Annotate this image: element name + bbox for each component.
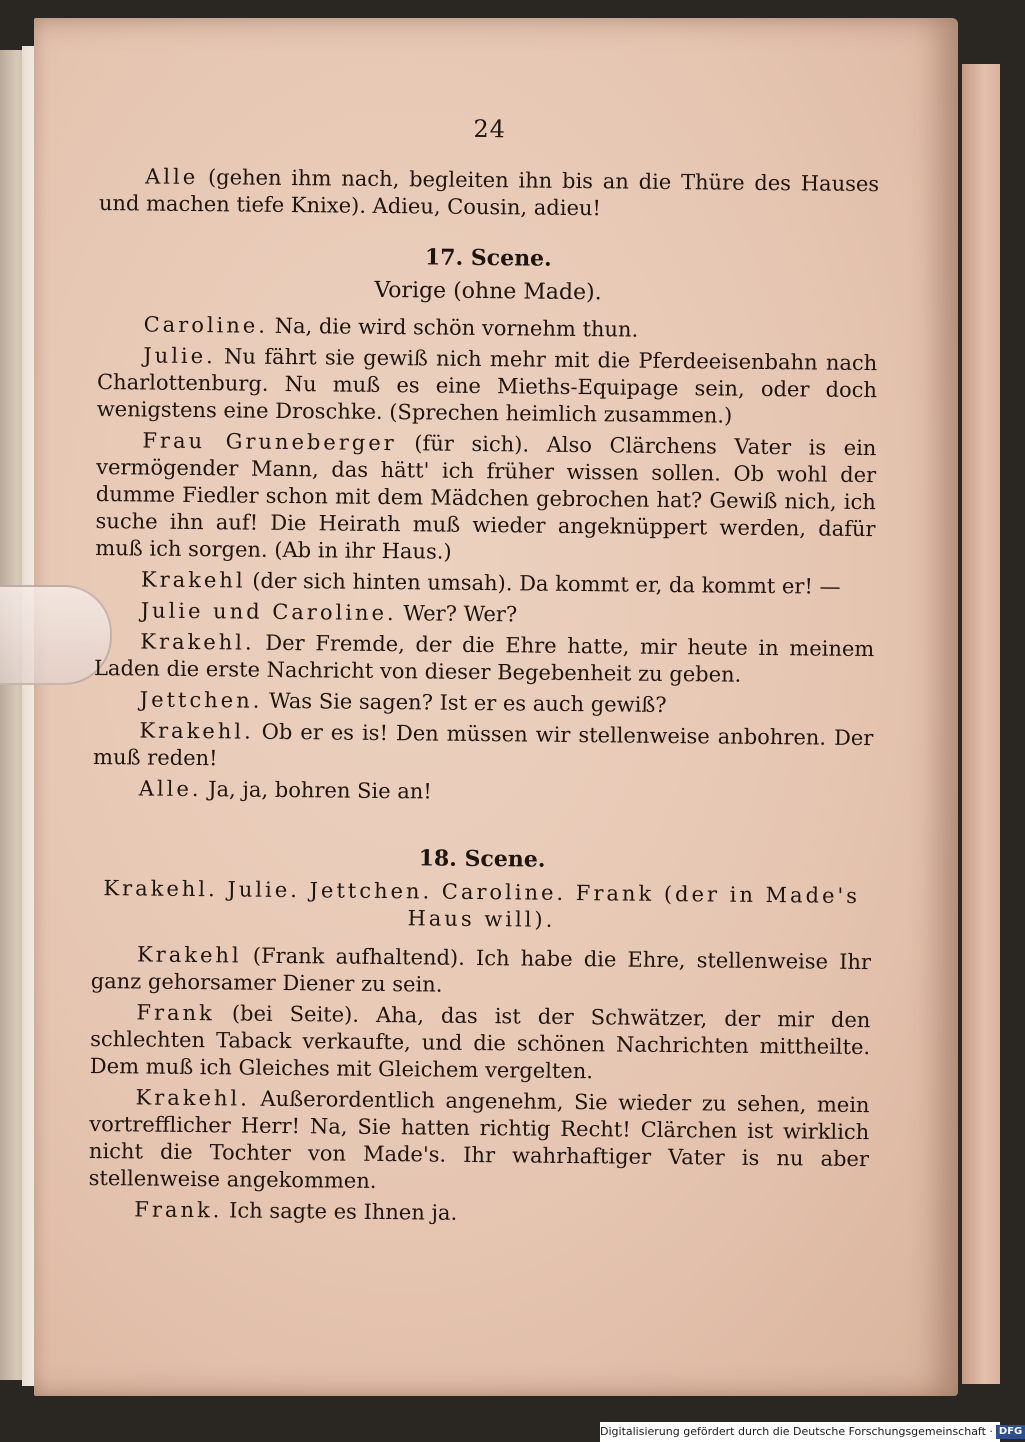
dialogue-text: (gehen ihm nach, begleiten ihn bis an die Thüre des Hauses und machen tiefe Knixe). Adieu, Cousin, adieu! xyxy=(98,165,880,221)
speaker-name: Krakehl. xyxy=(135,1085,251,1111)
speaker-name: Frank. xyxy=(134,1197,223,1223)
speaker-name: Krakehl xyxy=(140,567,246,593)
page-text xyxy=(88,100,880,1235)
dialogue-line xyxy=(93,717,874,779)
dialogue-line xyxy=(93,775,873,810)
digitization-credit xyxy=(600,1422,1023,1442)
dialogue-text: (bei Seite). Aha, das ist der Schwätzer, der mir den schlechten Taback verkaufte, und die schönen Nachrichten mittheilte. Dem muß ich Gleiches mit Gleichem vergelten. xyxy=(89,1001,871,1084)
speaker-name: Caroline. xyxy=(143,312,269,338)
speaker-name: Alle xyxy=(145,164,199,190)
scene-heading: 18. Scene. xyxy=(418,845,546,873)
dialogue-text: Nu fährt sie gewiß nich mehr mit die Pferdeeisenbahn nach Charlottenburg. Nu muß es eine Mieths-Equipage sein, oder doch wenigstens eine Droschke. (Sprechen heimlich zusammen.) xyxy=(96,344,878,428)
dialogue-line xyxy=(95,566,875,601)
speaker-name: Krakehl. xyxy=(140,629,255,655)
dialogue-text: Na, die wird schön vornehm thun. xyxy=(267,313,639,342)
speaker-name: Frank xyxy=(136,1000,215,1026)
speaker-name: Julie und Caroline. xyxy=(140,598,397,626)
speaker-name: Alle. xyxy=(138,776,202,802)
scene-heading: 17. Scene. xyxy=(424,244,552,272)
dialogue-line xyxy=(94,686,874,721)
dialogue-text: Wer? Wer? xyxy=(396,601,518,627)
dialogue-text: (Frank aufhaltend). Ich habe die Ehre, stellenweise Ihr ganz gehorsamer Diener zu sein. xyxy=(90,943,872,997)
dialogue-text: Ich sagte es Ihnen ja. xyxy=(222,1198,458,1225)
dialogue-text: Außerordentlich angenehm, Sie wieder zu sehen, mein vortrefflicher Herr! Na, Sie hatten richtig Recht! Clärchen ist wirklich nicht die Tochter von Made's. Ihr wahrhaftiger Vater is nu aber stellenweise angekommen. xyxy=(88,1086,870,1193)
dialogue-line xyxy=(90,999,871,1088)
dialogue-line xyxy=(94,628,875,690)
speaker-name: Julie. xyxy=(143,343,216,369)
dialogue-text: Der Fremde, der die Ehre hatte, mir heute in meinem Laden die erste Nachricht von dieser Begebenheit zu geben. xyxy=(93,630,875,687)
dialogue-line xyxy=(91,941,872,1003)
dialogue-text: Ja, ja, bohren Sie an! xyxy=(201,777,432,804)
speaker-name: Jettchen. xyxy=(139,687,263,713)
dialogue-line xyxy=(99,163,880,225)
dialogue-line xyxy=(95,597,875,632)
speaker-name: Frau Gruneberger xyxy=(142,428,397,456)
dfg-logo: DFG xyxy=(996,1425,1025,1439)
speaker-name: Krakehl. xyxy=(139,718,254,744)
scene-cast: Krakehl. Julie. Jettchen. Caroline. Frank (der in Made's Haus will). xyxy=(103,876,861,932)
dialogue-line xyxy=(98,311,878,346)
dialogue-text: Ob er es is! Den müssen wir stellenweise anbohren. Der muß reden! xyxy=(92,719,874,771)
dialogue-text: (der sich hinten umsah). Da kommt er, da kommt er! — xyxy=(245,568,841,599)
dialogue-line xyxy=(95,427,876,570)
scene-cast: Vorige (ohne Made). xyxy=(374,277,602,306)
dialogue-line xyxy=(88,1196,868,1231)
page-number: 24 xyxy=(473,114,507,144)
book-cover-right xyxy=(962,64,1000,1384)
dialogue-line xyxy=(97,342,878,431)
dialogue-text: Was Sie sagen? Ist er es auch gewiß? xyxy=(262,688,667,717)
dialogue-line xyxy=(89,1084,870,1200)
credit-text: Digitalisierung gefördert durch die Deutsche Forschungsgemeinschaft · xyxy=(600,1425,993,1438)
speaker-name: Krakehl xyxy=(136,942,242,968)
dialogue-text: (für sich). Also Clärchens Vater is ein vermögender Mann, das hätt' ich früher wissen sollen. Ob wohl der dumme Fiedler schon mit dem Mädchen gebrochen hat? Gewiß nich, ich suche ihn auf! Die Heirath muß wieder angeknüppert werden, dafür muß ich sorgen. (Ab in ihr Haus.) xyxy=(95,431,877,564)
